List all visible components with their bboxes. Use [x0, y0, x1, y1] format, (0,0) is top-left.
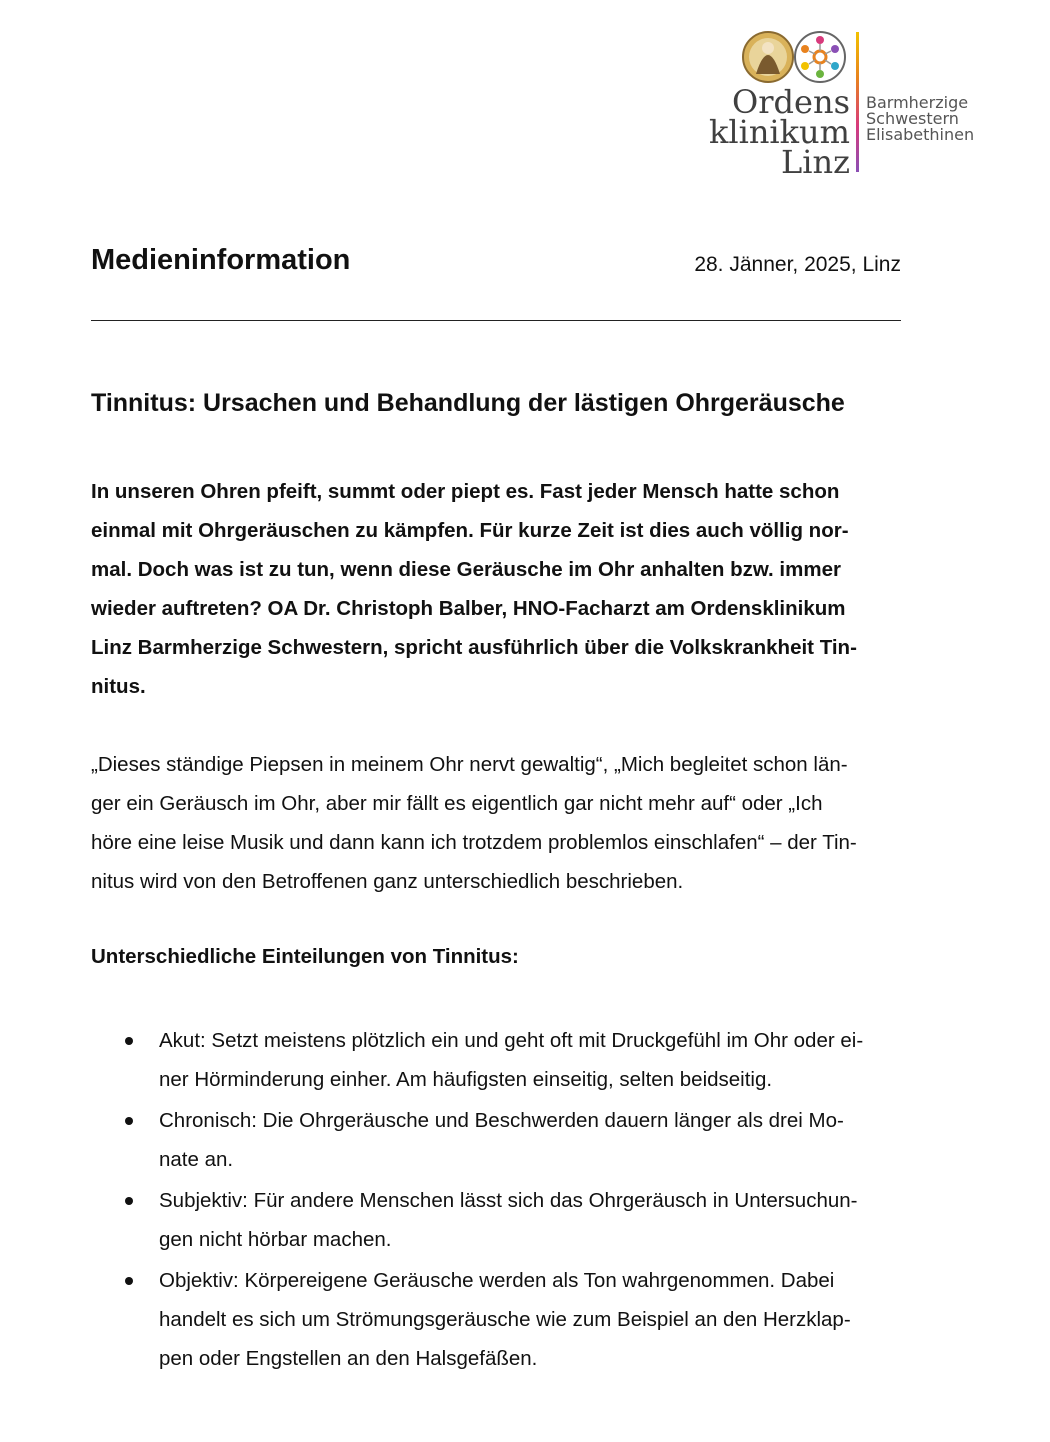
- list-item: [91, 1261, 863, 1378]
- quote-line: höre eine leise Musik und dann kann ich trotzdem problemlos einschlafen“ – der Tin-: [91, 831, 857, 854]
- document-type-heading: Medieninformation: [91, 244, 351, 276]
- lead-line: In unseren Ohren pfeift, summt oder piept es. Fast jeder Mensch hatte schon: [91, 480, 840, 503]
- list-item-line: Objektiv: Körpereigene Geräusche werden als Ton wahrgenommen. Dabei: [159, 1269, 835, 1292]
- list-item-line: ner Hörminderung einher. Am häufigsten einseitig, selten beidseitig.: [159, 1068, 773, 1091]
- logo-divider: [856, 32, 859, 172]
- logo-emblem-icon: [740, 28, 850, 86]
- list-item: [91, 1021, 863, 1099]
- list-item-line: pen oder Engstellen an den Halsgefäßen.: [159, 1347, 538, 1370]
- bullet-icon: [125, 1037, 133, 1045]
- list-item-line: nate an.: [159, 1148, 234, 1171]
- lead-line: nitus.: [91, 675, 146, 698]
- section-subheading: Unterschiedliche Einteilungen von Tinnitus:: [91, 945, 519, 968]
- quote-line: ger ein Geräusch im Ohr, aber mir fällt es eigentlich gar nicht mehr auf“ oder „Ich: [91, 792, 823, 815]
- logo-word: Ordens: [732, 83, 850, 121]
- article-title: Tinnitus: Ursachen und Behandlung der lästigen Ohrgeräusche: [91, 389, 845, 417]
- list-item-line: handelt es sich um Strömungsgeräusche wie zum Beispiel an den Herzklap-: [159, 1308, 851, 1331]
- header-divider: [91, 320, 901, 321]
- logo-word: Linz: [781, 143, 850, 181]
- quote-line: „Dieses ständige Piepsen in meinem Ohr nervt gewaltig“, „Mich begleitet schon län-: [91, 753, 848, 776]
- bullet-icon: [125, 1117, 133, 1125]
- list-item-line: gen nicht hörbar machen.: [159, 1228, 392, 1251]
- document-date: 28. Jänner, 2025, Linz: [694, 253, 901, 276]
- list-item: [91, 1101, 863, 1179]
- lead-line: einmal mit Ohrgeräuschen zu kämpfen. Für kurze Zeit ist dies auch völlig nor-: [91, 519, 849, 542]
- quote-paragraph: [91, 745, 951, 901]
- lead-paragraph: [91, 472, 951, 706]
- logo-subtitle: Schwestern: [866, 109, 959, 128]
- logo-subtitle: Barmherzige: [866, 93, 969, 112]
- quote-line: nitus wird von den Betroffenen ganz unterschiedlich beschrieben.: [91, 870, 684, 893]
- logo-subtitle: Elisabethinen: [866, 125, 975, 144]
- list-item-line: Subjektiv: Für andere Menschen lässt sich das Ohrgeräusch in Untersuchun-: [159, 1189, 858, 1212]
- lead-line: wieder auftreten? OA Dr. Christoph Balber, HNO-Facharzt am Ordensklinikum: [91, 597, 846, 620]
- lead-line: mal. Doch was ist zu tun, wenn diese Geräusche im Ohr anhalten bzw. immer: [91, 558, 841, 581]
- bullet-icon: [125, 1277, 133, 1285]
- list-item-line: Akut: Setzt meistens plötzlich ein und geht oft mit Druckgefühl im Ohr oder ei-: [159, 1029, 864, 1052]
- list-item-line: Chronisch: Die Ohrgeräusche und Beschwerden dauern länger als drei Mo-: [159, 1109, 844, 1132]
- hospital-logo: [700, 28, 1000, 181]
- logo-word: klinikum: [708, 113, 850, 151]
- list-item: [91, 1181, 863, 1259]
- bullet-icon: [125, 1197, 133, 1205]
- lead-line: Linz Barmherzige Schwestern, spricht ausführlich über die Volkskrankheit Tin-: [91, 636, 857, 659]
- tinnitus-types-list: [91, 1021, 863, 1380]
